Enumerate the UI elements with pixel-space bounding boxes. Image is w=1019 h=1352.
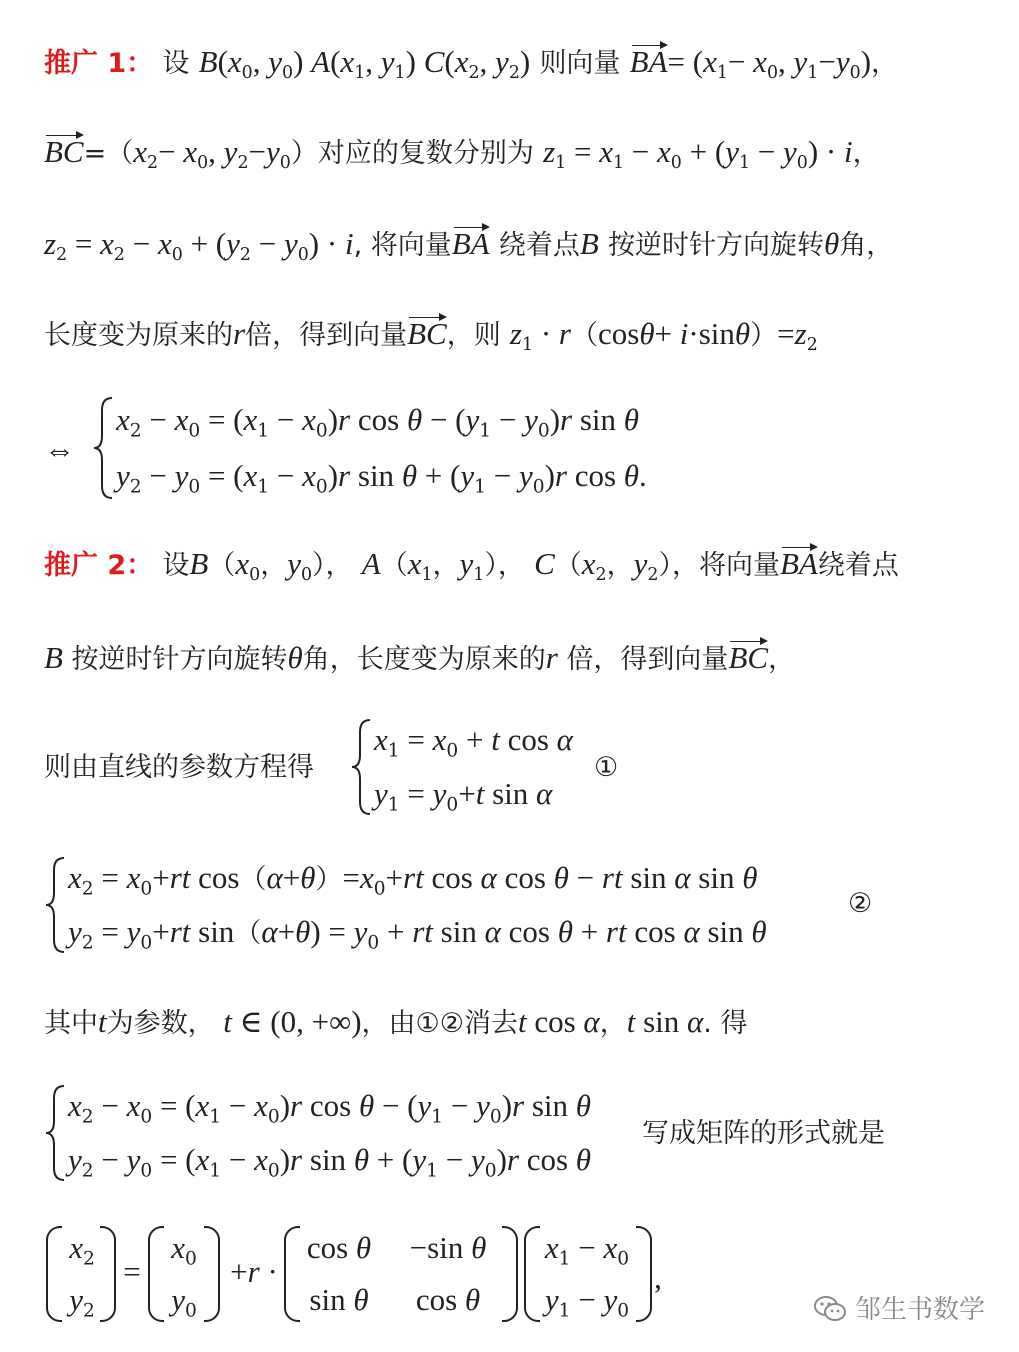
- matrix-form-label: 写成矩阵的形式就是: [642, 1118, 885, 1149]
- watermark-text: 邹生书数学: [854, 1295, 985, 1325]
- p1-line-2: $BC=(x_2- x_0$, $y_2-y_0$）对应的复数分别为 $z_1 = x_1 - x_0 + (y_1 - y_0) \cdot i$，: [44, 134, 880, 174]
- circle-1: ①: [594, 752, 619, 783]
- sys1-eq1: $x_2 - x_0 = (x_1 - x_0)r$ $\cos \theta - (y_1 - y_0)r$ sin θ: [116, 402, 640, 442]
- sys2-eq1: $x_2 = x_0+rt$ $\cos(\alpha+\theta)=x_0+rt$ cos α cos θ − rt sin α sin θ: [68, 860, 758, 900]
- p2-line-2: B 按逆时针方向旋转θ角，长度变为原来的r 倍，得到向量BC，: [44, 640, 796, 675]
- p1-iff: ⇔: [44, 432, 75, 467]
- sys1-eq2: $y_2 - y_0 = (x_1 - x_0)r$ $\sin \theta + (y_1 - y_0)r$ cos θ.: [116, 458, 647, 498]
- p1-line-3: $z_2 = x_2 - x_0 + (y_2 - y_0) \cdot i$, 将向量BA 绕着点B 按逆时针方向旋转θ角，: [44, 226, 894, 266]
- brace-2: [352, 718, 372, 816]
- p1-label: 推广 1：: [44, 48, 154, 79]
- sys3-eq1: $x_2 - x_0 = (x_1 - x_0)r$ $\cos \theta - (y_1 - y_0)r$ sin θ: [68, 1088, 592, 1128]
- p1-line-4: 长度变为原来的r倍，得到向量BC，则 $z_1 \cdot r(\cos\theta+ i\cdot\sin\theta)=z_2$: [44, 316, 818, 356]
- p1-line-1: 推广 1： 设 $B(x_0$, $y_0$) $A(x_1$, $y_1$) $C(x_2$, $y_2$) 则向量 $BA= (x_1- x_0$, $y_1-y_0$)，: [44, 44, 899, 84]
- vector-BA: BA: [629, 44, 668, 79]
- p2-line-param: 其中t为参数， t ∈ (0, +∞)，由①②消去t cos α，t sin α. 得: [44, 1004, 748, 1039]
- sys2-eq2: $y_2 = y_0+rt$ $\sin(\alpha+\theta) = y_0$ + rt sin α cos θ + rt cos α sin θ: [68, 914, 767, 954]
- circle-2: ②: [848, 888, 873, 919]
- brace-3: [46, 856, 66, 954]
- p2-param-label: 则由直线的参数方程得: [44, 752, 314, 783]
- wechat-icon: [813, 1295, 847, 1323]
- p2-label: 推广 2：: [44, 550, 154, 581]
- param-eq2: $y_1 = y_0+t$ sin α: [374, 776, 553, 816]
- p2-line-1: 推广 2： 设$B(x_0$，$y_0$）， $A(x_1$，$y_1$）， $C(x_2$，$y_2$），将向量BA绕着点: [44, 546, 899, 586]
- watermark: [813, 1289, 985, 1326]
- brace-1: [94, 396, 114, 500]
- sys3-eq2: $y_2 - y_0 = (x_1 - x_0)r$ $\sin \theta + (y_1 - y_0)r$ cos θ: [68, 1142, 592, 1182]
- param-eq1: $x_1 = x_0 + t$ cos α: [374, 722, 573, 762]
- vector-BC: BC: [44, 134, 84, 169]
- brace-4: [46, 1084, 66, 1182]
